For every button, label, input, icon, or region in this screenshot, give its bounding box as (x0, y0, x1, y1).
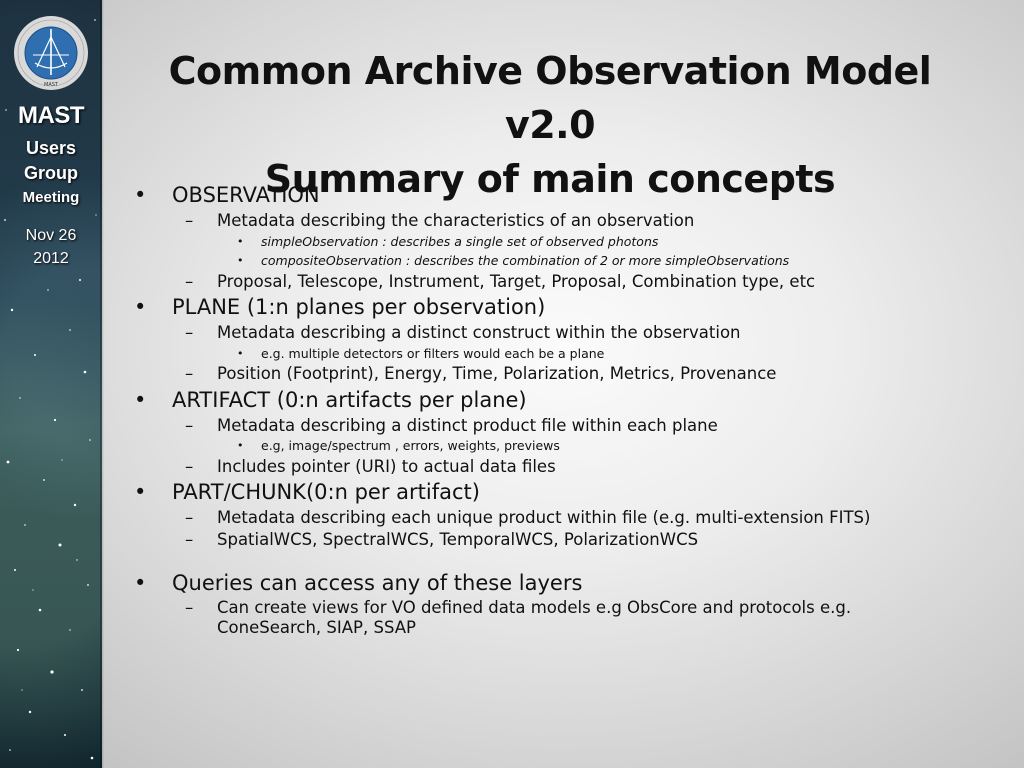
bullet-artifact: • ARTIFACT (0:n artifacts per plane) (130, 385, 1010, 415)
sub-bullet: – Includes pointer (URI) to actual data files (130, 456, 1010, 478)
sidebar (0, 0, 102, 768)
date-month-day: Nov 26 (25, 227, 77, 244)
date-year: 2012 (33, 250, 69, 267)
sub-bullet: – Can create views for VO defined data models e.g ObsCore and protocols e.g. ConeSearch, SIAP, SSAP (130, 598, 917, 638)
slide-title-line2: Summary of main concepts (264, 157, 836, 201)
sub-sub-bullet: • e.g, image/spectrum , errors, weights, previews (130, 436, 1010, 456)
mast-title: MAST (18, 102, 84, 129)
users-label: Users (25, 138, 77, 158)
spacer (130, 550, 1010, 568)
sub-bullet: – Position (Footprint), Energy, Time, Polarization, Metrics, Provenance (130, 363, 1010, 385)
sub-sub-bullet: • compositeObservation : describes the combination of 2 or more simpleObservations (130, 251, 1010, 271)
sub-bullet: – Metadata describing the characteristics of an observation (130, 210, 1010, 232)
group-label: Group (24, 163, 78, 183)
meeting-label: Meeting (22, 189, 80, 206)
bullet-plane: • PLANE (1:n planes per observation) (130, 292, 1010, 322)
bullet-queries: • Queries can access any of these layers (130, 568, 1010, 598)
sub-bullet: – Metadata describing a distinct construct within the observation (130, 322, 1010, 344)
slide-title-line1: Common Archive Observation Model v2.0 (168, 49, 932, 147)
sub-sub-bullet: • simpleObservation : describes a single set of observed photons (130, 232, 1010, 252)
sub-bullet: – Metadata describing each unique product within file (e.g. multi-extension FITS) (130, 507, 1010, 529)
sub-bullet: – SpatialWCS, SpectralWCS, TemporalWCS, PolarizationWCS (130, 529, 1010, 551)
sub-bullet: – Metadata describing a distinct product file within each plane (130, 415, 1010, 437)
sidebar-shadow (100, 0, 104, 768)
sub-sub-bullet: • e.g. multiple detectors or filters would each be a plane (130, 344, 1010, 364)
svg-text:MAST: MAST (44, 82, 58, 88)
slide-content (130, 180, 1010, 638)
mast-logo-icon (13, 15, 89, 91)
bullet-observation: • OBSERVATION (130, 180, 1010, 210)
bullet-part-chunk: • PART/CHUNK(0:n per artifact) (130, 477, 1010, 507)
sub-bullet: – Proposal, Telescope, Instrument, Target, Proposal, Combination type, etc (130, 271, 1010, 293)
